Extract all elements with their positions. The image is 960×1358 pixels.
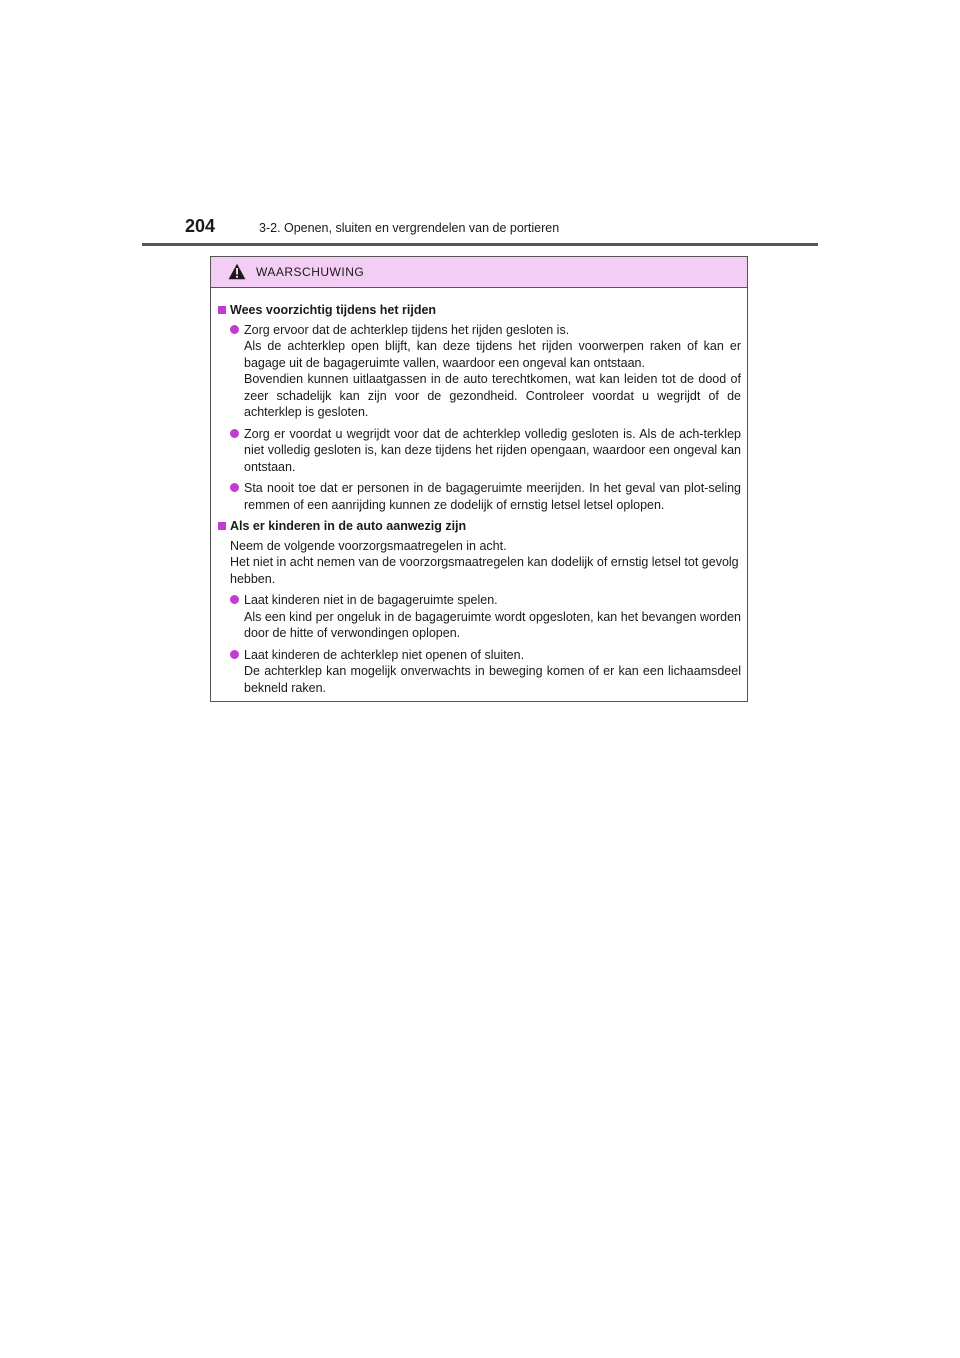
item-line: Bovendien kunnen uitlaatgassen in de auto terechtkomen, wat kan leiden tot de dood of zeer schadelijk kan zijn voor de gezondheid. Controleer voordat u wegrijdt of de achterklep is gesloten. <box>244 372 741 419</box>
item-line: Zorg er voordat u wegrijdt voor dat de achterklep volledig gesloten is. Als de ach-terklep niet volledig gesloten is, kan deze tijdens het rijden opengaan, waardoor een ongeval kan ontstaan. <box>244 426 741 474</box>
dot-bullet-icon <box>230 483 239 492</box>
page-header <box>142 214 818 246</box>
dot-bullet-icon <box>230 429 239 438</box>
page-number: 204 <box>185 216 216 236</box>
dot-bullet-icon <box>230 595 239 604</box>
dot-bullet-icon <box>230 325 239 334</box>
section-heading: Wees voorzichtig tijdens het rijden <box>217 302 741 319</box>
item-line: Laat kinderen de achterklep niet openen of sluiten. <box>244 647 525 662</box>
warning-box <box>210 256 748 702</box>
warning-header <box>211 257 747 288</box>
list-item <box>217 322 741 421</box>
item-line: Laat kinderen niet in de bagageruimte spelen. <box>244 593 498 607</box>
list-item <box>217 480 741 513</box>
section-heading: Als er kinderen in de auto aanwezig zijn <box>217 518 741 535</box>
item-line: De achterklep kan mogelijk onverwachts in beweging komen of er kan een lichaamsdeel bekneld raken. <box>244 664 741 695</box>
intro-line: Het niet in acht nemen van de voorzorgsmaatregelen kan dodelijk of ernstig letsel tot gevolg hebben. <box>230 555 739 586</box>
intro-line: Neem de volgende voorzorgsmaatregelen in acht. <box>230 538 507 553</box>
list-item <box>217 426 741 476</box>
square-bullet-icon <box>218 522 226 530</box>
square-bullet-icon <box>218 306 226 314</box>
section-intro <box>217 538 741 588</box>
item-line: Zorg ervoor dat de achterklep tijdens het rijden gesloten is. <box>244 322 570 337</box>
item-line: Sta nooit toe dat er personen in de bagageruimte meerijden. In het geval van plot-seling remmen of een aanrijding kunnen ze dodelijk of ernstig letsel letsel oplopen. <box>244 481 741 512</box>
dot-bullet-icon <box>230 650 239 659</box>
list-item <box>217 592 741 642</box>
section-children <box>217 518 741 696</box>
section-driving <box>217 302 741 513</box>
header-rule <box>142 243 818 246</box>
warning-body <box>211 288 747 696</box>
warning-title: WAARSCHUWING <box>256 265 365 279</box>
item-line: Als een kind per ongeluk in de bagageruimte wordt opgesloten, kan het bevangen worden door de hitte of verwondingen oplopen. <box>244 609 741 640</box>
list-item <box>217 647 741 697</box>
warning-triangle-icon <box>228 263 246 280</box>
section-title: 3-2. Openen, sluiten en vergrendelen van de portieren <box>259 221 560 235</box>
item-line: Als de achterklep open blijft, kan deze tijdens het rijden voorwerpen raken of kan er bagage uit de bagageruimte vallen, waardoor een ongeval kan ontstaan. <box>244 339 741 370</box>
